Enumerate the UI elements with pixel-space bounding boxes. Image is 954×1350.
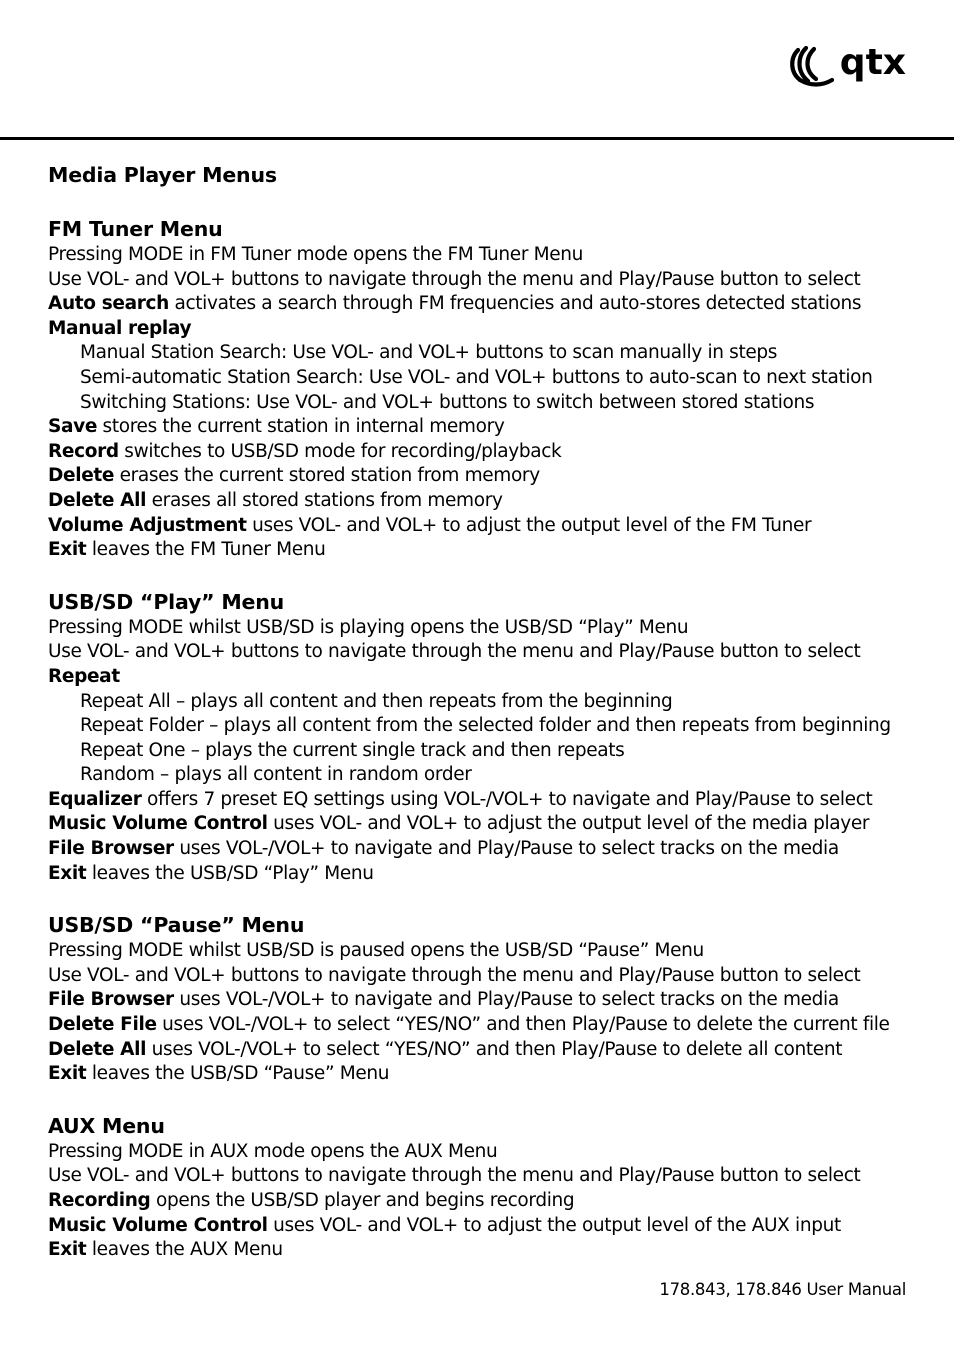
menu-item-description: erases the current stored station from memory bbox=[114, 465, 540, 487]
menu-section bbox=[48, 215, 918, 563]
menu-item-term: Exit bbox=[48, 1239, 87, 1261]
menu-item-description: offers 7 preset EQ settings using VOL-/VOL+ to navigate and Play/Pause to select bbox=[141, 788, 873, 810]
menu-item-description: uses VOL- and VOL+ to adjust the output level of the AUX input bbox=[267, 1214, 841, 1236]
page-title: Media Player Menus bbox=[48, 163, 277, 187]
menu-item bbox=[48, 415, 918, 440]
brand-logo bbox=[788, 44, 906, 88]
header-divider bbox=[0, 137, 954, 140]
menu-item-description: opens the USB/SD player and begins recording bbox=[150, 1190, 575, 1211]
menu-item-description: uses VOL- and VOL+ to adjust the output level of the FM Tuner bbox=[246, 514, 812, 536]
menu-item-term: Delete All bbox=[48, 1038, 147, 1060]
menu-item bbox=[48, 1238, 918, 1263]
sub-item: Random – plays all content in random order bbox=[80, 764, 472, 786]
menu-section bbox=[48, 1112, 918, 1263]
page-footer: 178.843, 178.846 User Manual bbox=[659, 1280, 906, 1299]
menu-item-term: Save bbox=[48, 416, 98, 438]
menu-item-term: Delete bbox=[48, 465, 115, 487]
menu-item-term: Exit bbox=[48, 862, 87, 884]
paragraph-line: Pressing MODE whilst USB/SD is paused opens the USB/SD “Pause” Menu bbox=[48, 940, 704, 962]
menu-item bbox=[48, 489, 918, 514]
menu-item bbox=[48, 1189, 918, 1214]
menu-item-term: Manual replay bbox=[48, 317, 192, 339]
menu-item-term: Volume Adjustment bbox=[48, 514, 247, 536]
menu-item-description: uses VOL-/VOL+ to navigate and Play/Pause to select tracks on the media bbox=[173, 989, 839, 1011]
menu-item bbox=[48, 1038, 918, 1063]
menu-item bbox=[48, 862, 918, 887]
menu-item bbox=[48, 514, 918, 539]
paragraph-line: Pressing MODE whilst USB/SD is playing opens the USB/SD “Play” Menu bbox=[48, 616, 689, 638]
sub-item: Switching Stations: Use VOL- and VOL+ buttons to switch between stored stations bbox=[80, 391, 815, 413]
menu-item-term: Music Volume Control bbox=[48, 813, 268, 835]
paragraph-line: Use VOL- and VOL+ buttons to navigate through the menu and Play/Pause button to select bbox=[48, 641, 861, 663]
menu-item bbox=[48, 812, 918, 837]
menu-item-description: activates a search through FM frequencies and auto-stores detected stations bbox=[168, 293, 862, 315]
paragraph-line: Use VOL- and VOL+ buttons to navigate through the menu and Play/Pause button to select bbox=[48, 964, 861, 986]
sub-item: Repeat One – plays the current single track and then repeats bbox=[80, 739, 625, 761]
section-heading: USB/SD “Play” Menu bbox=[48, 589, 285, 614]
paragraph-line: Use VOL- and VOL+ buttons to navigate through the menu and Play/Pause button to select bbox=[48, 1165, 861, 1187]
sub-item: Semi-automatic Station Search: Use VOL- and VOL+ buttons to auto-scan to next station bbox=[80, 366, 873, 388]
document-body bbox=[48, 160, 918, 1263]
sub-item: Repeat Folder – plays all content from the selected folder and then repeats from beginning bbox=[80, 715, 891, 737]
paragraph-line: Pressing MODE in AUX mode opens the AUX Menu bbox=[48, 1140, 498, 1162]
menu-item-term: Delete File bbox=[48, 1014, 157, 1036]
menu-item-description: erases all stored stations from memory bbox=[146, 489, 503, 511]
menu-item-term: Exit bbox=[48, 539, 87, 561]
menu-item-description: uses VOL-/VOL+ to select “YES/NO” and then Play/Pause to delete the current file bbox=[156, 1014, 890, 1036]
menu-item-term: Record bbox=[48, 440, 119, 462]
menu-item-term: Equalizer bbox=[48, 788, 142, 810]
section-heading: USB/SD “Pause” Menu bbox=[48, 913, 305, 938]
qtx-logo-icon bbox=[788, 44, 836, 88]
menu-item-description: uses VOL-/VOL+ to navigate and Play/Pause to select tracks on the media bbox=[173, 838, 839, 860]
menu-item-description: uses VOL- and VOL+ to adjust the output level of the media player bbox=[267, 813, 870, 835]
menu-item-term: Music Volume Control bbox=[48, 1214, 268, 1236]
menu-item-term: Delete All bbox=[48, 489, 147, 511]
menu-item-term: File Browser bbox=[48, 838, 174, 860]
menu-item-description: leaves the USB/SD “Pause” Menu bbox=[86, 1063, 390, 1085]
menu-item-description: uses VOL-/VOL+ to select “YES/NO” and then Play/Pause to delete all content bbox=[146, 1038, 843, 1060]
brand-name: qtx bbox=[839, 42, 906, 83]
menu-item bbox=[48, 665, 918, 690]
paragraph-line: Pressing MODE in FM Tuner mode opens the FM Tuner Menu bbox=[48, 244, 584, 265]
menu-item bbox=[48, 1013, 918, 1038]
menu-item-description: leaves the FM Tuner Menu bbox=[86, 539, 326, 561]
menu-item bbox=[48, 464, 918, 489]
menu-item-description: switches to USB/SD mode for recording/playback bbox=[118, 440, 562, 462]
menu-section bbox=[48, 588, 918, 887]
menu-item-term: Repeat bbox=[48, 665, 120, 687]
section-heading: FM Tuner Menu bbox=[48, 217, 223, 241]
sub-item: Manual Station Search: Use VOL- and VOL+ buttons to scan manually in steps bbox=[80, 342, 778, 364]
menu-item-description: stores the current station in internal memory bbox=[97, 416, 505, 438]
menu-item-description: leaves the USB/SD “Play” Menu bbox=[86, 862, 374, 884]
menu-item bbox=[48, 317, 918, 342]
section-heading: AUX Menu bbox=[48, 1113, 165, 1138]
menu-item bbox=[48, 538, 918, 563]
menu-item-description: leaves the AUX Menu bbox=[86, 1239, 283, 1261]
paragraph-line: Use VOL- and VOL+ buttons to navigate through the menu and Play/Pause button to select bbox=[48, 268, 861, 290]
menu-item bbox=[48, 1214, 918, 1239]
menu-item-term: Auto search bbox=[48, 293, 169, 315]
menu-item bbox=[48, 1062, 918, 1087]
menu-item bbox=[48, 292, 918, 317]
menu-item-term: Recording bbox=[48, 1190, 151, 1211]
menu-item bbox=[48, 988, 918, 1013]
menu-section bbox=[48, 911, 918, 1087]
menu-item-term: File Browser bbox=[48, 989, 174, 1011]
menu-item-term: Exit bbox=[48, 1063, 87, 1085]
menu-item bbox=[48, 440, 918, 465]
menu-item bbox=[48, 837, 918, 862]
sub-item: Repeat All – plays all content and then repeats from the beginning bbox=[80, 690, 673, 712]
menu-item bbox=[48, 788, 918, 813]
